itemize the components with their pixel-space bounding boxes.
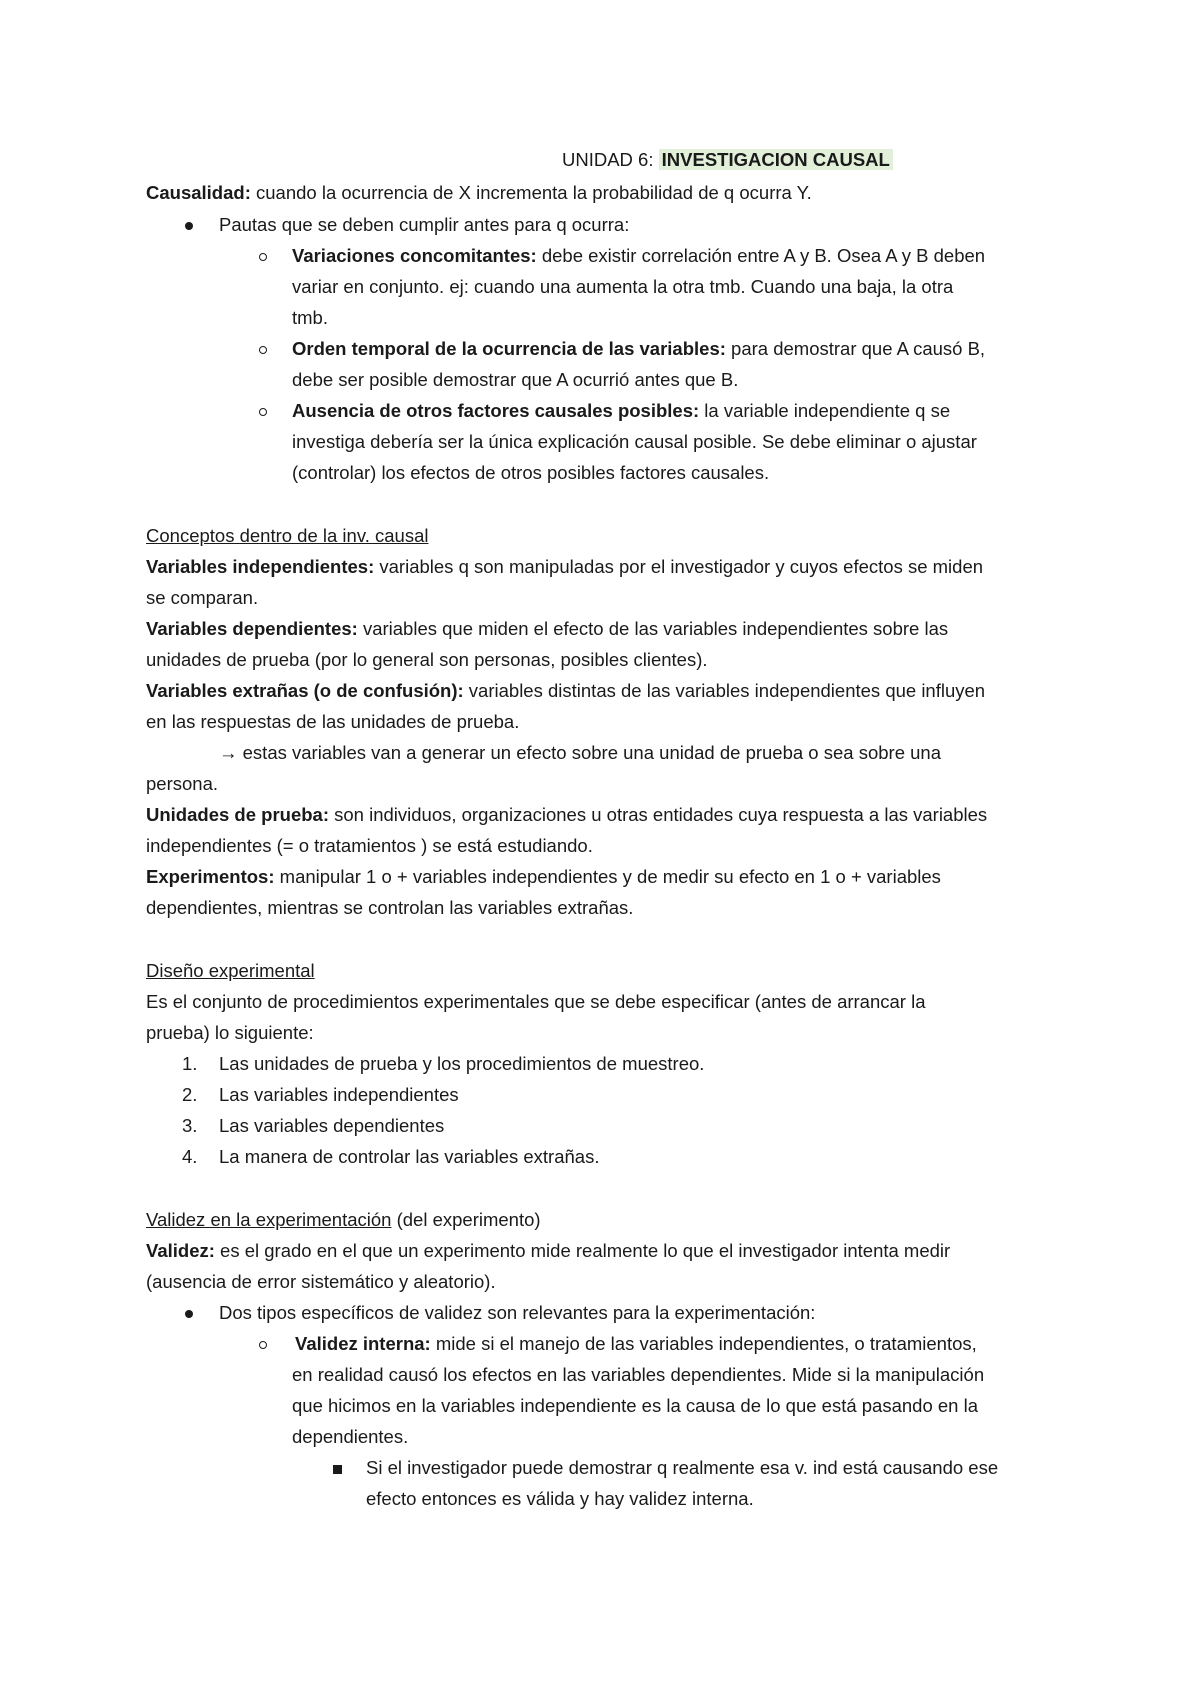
list-item: La manera de controlar las variables extrañas.: [219, 1146, 600, 1167]
ve-term: Variables extrañas (o de confusión):: [146, 680, 464, 701]
interna-line4: dependientes.: [292, 1426, 409, 1447]
conceptos-heading: Conceptos dentro de la inv. causal: [146, 525, 429, 546]
list-item: Las variables independientes: [219, 1084, 459, 1105]
causalidad-term: Causalidad:: [146, 182, 251, 203]
diseno-line1: Es el conjunto de procedimientos experimentales que se debe especificar (antes de arrancar la: [146, 991, 926, 1012]
sub3-term: Ausencia de otros factores causales posibles:: [292, 400, 700, 421]
list-item-number: 1.: [182, 1053, 198, 1074]
vd-term: Variables dependientes:: [146, 618, 358, 639]
sub3-line3: (controlar) los efectos de otros posibles factores causales.: [292, 462, 770, 483]
pautas-text: Pautas que se deben cumplir antes para q ocurra:: [219, 214, 630, 235]
validez-heading: [146, 1204, 541, 1235]
list-item: Las variables dependientes: [219, 1115, 445, 1136]
bullet-circle-icon: [259, 346, 267, 354]
sub2-line2: debe ser posible demostrar que A ocurrió antes que B.: [292, 369, 739, 390]
interna-term: Validez interna:: [295, 1333, 431, 1354]
causalidad-definition: [146, 177, 812, 208]
validez-text: es el grado en el que un experimento mide realmente lo que el investigador intenta medir: [214, 1240, 951, 1261]
ve-text: variables distintas de las variables independientes que influyen: [463, 680, 986, 701]
interna-line3: que hicimos en la variables independiente es la causa de lo que está pasando en la: [292, 1395, 979, 1416]
ex-line2: dependientes, mientras se controlan las variables extrañas.: [146, 897, 634, 918]
sub1-term: Variaciones concomitantes:: [292, 245, 537, 266]
arrow-line2: persona.: [146, 773, 218, 794]
sub3-line1: [292, 395, 950, 426]
validez-heading-text: Validez en la experimentación: [146, 1209, 392, 1230]
list-item: Las unidades de prueba y los procedimientos de muestreo.: [219, 1053, 705, 1074]
bullet-disc-icon: [185, 222, 193, 230]
interna-text: mide si el manejo de las variables independientes, o tratamientos,: [430, 1333, 977, 1354]
sub1-text: debe existir correlación entre A y B. Osea A y B deben: [536, 245, 986, 266]
list-item-number: 3.: [182, 1115, 198, 1136]
vd-line2: unidades de prueba (por lo general son personas, posibles clientes).: [146, 649, 708, 670]
ve-line1: [146, 675, 985, 706]
causalidad-text: cuando la ocurrencia de X incrementa la probabilidad de q ocurra Y.: [250, 182, 812, 203]
title-prefix: UNIDAD 6:: [562, 149, 659, 170]
up-term: Unidades de prueba:: [146, 804, 329, 825]
bullet-circle-icon: [259, 408, 267, 416]
vd-line1: [146, 613, 948, 644]
up-line2: independientes (= o tratamientos ) se está estudiando.: [146, 835, 593, 856]
vi-text: variables q son manipuladas por el investigador y cuyos efectos se miden: [374, 556, 984, 577]
sq-line1: Si el investigador puede demostrar q realmente esa v. ind está causando ese: [366, 1457, 999, 1478]
page-title: [562, 144, 893, 175]
validez-heading-suffix: (del experimento): [391, 1209, 541, 1230]
tipos-text: Dos tipos específicos de validez son relevantes para la experimentación:: [219, 1302, 816, 1323]
sub1-line3: tmb.: [292, 307, 328, 328]
up-text: son individuos, organizaciones u otras entidades cuya respuesta a las variables: [328, 804, 988, 825]
interna-line1: [295, 1328, 977, 1359]
bullet-disc-icon: [185, 1310, 193, 1318]
vd-text: variables que miden el efecto de las variables independientes sobre las: [357, 618, 949, 639]
validez-line1: [146, 1235, 950, 1266]
diseno-heading: Diseño experimental: [146, 960, 315, 981]
arrow-line1: → estas variables van a generar un efecto sobre una unidad de prueba o sea sobre una: [219, 742, 941, 763]
validez-term: Validez:: [146, 1240, 215, 1261]
up-line1: [146, 799, 987, 830]
sub1-line2: variar en conjunto. ej: cuando una aumenta la otra tmb. Cuando una baja, la otra: [292, 276, 954, 297]
interna-line2: en realidad causó los efectos en las variables dependientes. Mide si la manipulación: [292, 1364, 985, 1385]
list-item-number: 4.: [182, 1146, 198, 1167]
ex-text: manipular 1 o + variables independientes y de medir su efecto en 1 o + variables: [274, 866, 941, 887]
bullet-circle-icon: [259, 1341, 267, 1349]
vi-line1: [146, 551, 983, 582]
sq-line2: efecto entonces es válida y hay validez interna.: [366, 1488, 754, 1509]
sub3-text: la variable independiente q se: [699, 400, 951, 421]
bullet-circle-icon: [259, 253, 267, 261]
ex-term: Experimentos:: [146, 866, 275, 887]
vi-line2: se comparan.: [146, 587, 259, 608]
sub1-line1: [292, 240, 985, 271]
ve-line2: en las respuestas de las unidades de prueba.: [146, 711, 520, 732]
sub3-line2: investiga debería ser la única explicación causal posible. Se debe eliminar o ajustar: [292, 431, 977, 452]
bullet-square-icon: [333, 1465, 342, 1474]
list-item-number: 2.: [182, 1084, 198, 1105]
validez-line2: (ausencia de error sistemático y aleatorio).: [146, 1271, 496, 1292]
sub2-line1: [292, 333, 985, 364]
sub2-text: para demostrar que A causó B,: [725, 338, 986, 359]
vi-term: Variables independientes:: [146, 556, 375, 577]
sub2-term: Orden temporal de la ocurrencia de las variables:: [292, 338, 726, 359]
title-highlight: INVESTIGACION CAUSAL: [659, 149, 893, 170]
ex-line1: [146, 861, 941, 892]
diseno-line2: prueba) lo siguiente:: [146, 1022, 314, 1043]
